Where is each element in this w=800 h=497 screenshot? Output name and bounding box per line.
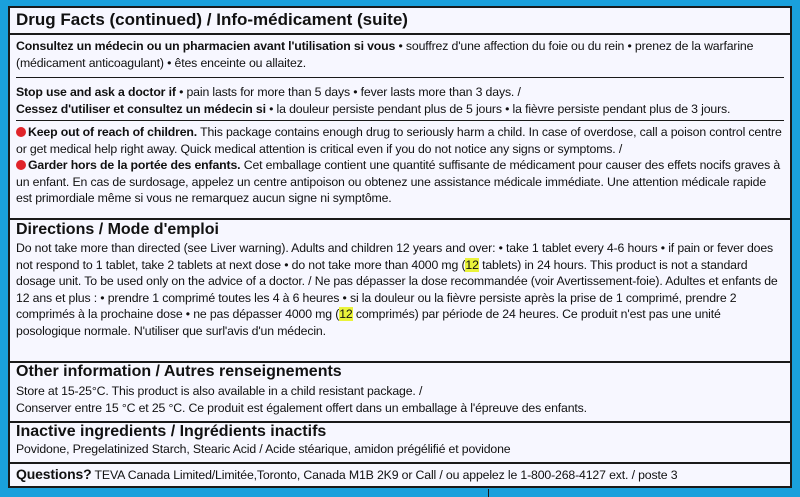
warning-dot-icon <box>16 160 26 170</box>
directions-part-3: comprimés) par période de 24 heures. Ce produit n'est pas une unité posologique normale. N'utiliser que surl'avis d'un médecin. <box>16 307 721 338</box>
page-title: Drug Facts (continued) / Info-médicament (suite) <box>16 10 408 29</box>
inactive-heading: Inactive ingredients / Ingrédients inactifs <box>16 423 327 440</box>
consult-lead: Consultez un médecin ou un pharmacien avant l'utilisation si vous <box>16 39 396 53</box>
stop-lead-en: Stop use and ask a doctor if <box>16 85 176 99</box>
directions-part-2: tablets) in 24 hours. This product is not a standard dosage unit. To be used only on the advice of a doctor. / Ne pas dépasser la dose recommandée (voir Avertissement-foie). Adultes et enfants de 12 ans et plus : • prendre 1 comprimé toutes les 4 à 6 heures • si la douleur ou la fièvre persiste après la prise de 1 comprimé, prendre 2 comprimés à la prochaine dose • ne pas dépasser 4000 mg ( <box>16 257 778 322</box>
divider <box>16 77 784 78</box>
directions-part-1: Do not take more than directed (see Liver warning). Adults and children 12 years and over: • take 1 tablet every 4-6 hours • if pain or fever does not respond to 1 tablet, take 2 tablets at next dose • do not take more than 4000 mg ( <box>16 241 774 272</box>
other-info-line-1: Store at 15-25°C. This product is also available in a child resistant package. / <box>16 384 423 398</box>
consult-doctor-section <box>10 38 790 71</box>
highlight-12-comprimes: 12 <box>339 307 353 322</box>
directions-section <box>10 220 790 340</box>
drug-facts-panel <box>8 6 792 488</box>
stop-use-section <box>10 84 790 117</box>
questions-section <box>10 466 790 484</box>
directions-heading: Directions / Mode d'emploi <box>16 221 219 238</box>
inactive-ingredients-section <box>10 422 790 458</box>
continuation-arrow-icon <box>488 489 489 497</box>
divider <box>16 120 784 121</box>
stop-text-fr: • la douleur persiste pendant plus de 5 jours • la fièvre persiste pendant plus de 3 jours. <box>265 101 731 116</box>
drug-facts-header <box>10 8 790 32</box>
other-info-heading: Other information / Autres renseignements <box>16 363 342 380</box>
questions-lead: Questions? <box>16 466 92 482</box>
divider <box>10 462 790 464</box>
keep-out-text-fr: Cet emballage contient une quantité suffisante de médicament pour causer des effets nocifs graves à un enfant. En cas de surdosage, appelez un centre antipoison ou obtenez une assistance médicale immédiate. Une attention médicale rapide est primordiale même si vous ne remarquez aucun signe ni symptôme. <box>16 158 781 206</box>
directions-text <box>16 240 784 340</box>
other-info-line-2: Conserver entre 15 °C et 25 °C. Ce produit est également offert dans un emballage à l'épreuve des enfants. <box>16 400 587 415</box>
keep-out-lead-fr: Garder hors de la portée des enfants. <box>28 158 241 173</box>
warning-dot-icon <box>16 127 26 137</box>
stop-text-en: • pain lasts for more than 5 days • fever lasts more than 3 days. / <box>175 85 521 99</box>
consult-text: • souffrez d'une affection du foie ou du rein • prenez de la warfarine (médicament anticoagulant) • êtes enceinte ou allaitez. <box>16 39 754 70</box>
other-info-text <box>16 383 784 416</box>
questions-text: TEVA Canada Limited/Limitée,Toronto, Canada M1B 2K9 or Call / ou appelez le 1-800-268-4127 ext. / poste 3 <box>91 468 678 482</box>
highlight-12-tablets: 12 <box>465 257 479 272</box>
keep-out-section <box>10 124 790 207</box>
stop-lead-fr: Cessez d'utiliser et consultez un médecin si <box>16 101 266 116</box>
keep-out-text-en: This package contains enough drug to seriously harm a child. In case of overdose, call a poison control centre or get medical help right away. Quick medical attention is critical even if you do not notice any signs or symptoms. / <box>16 125 782 156</box>
keep-out-lead-en: Keep out of reach of children. <box>28 125 198 139</box>
inactive-text: Povidone, Pregelatinized Starch, Stearic Acid / Acide stéarique, amidon prégélifié et povidone <box>16 442 511 456</box>
divider <box>10 33 790 35</box>
other-info-section <box>10 362 790 416</box>
